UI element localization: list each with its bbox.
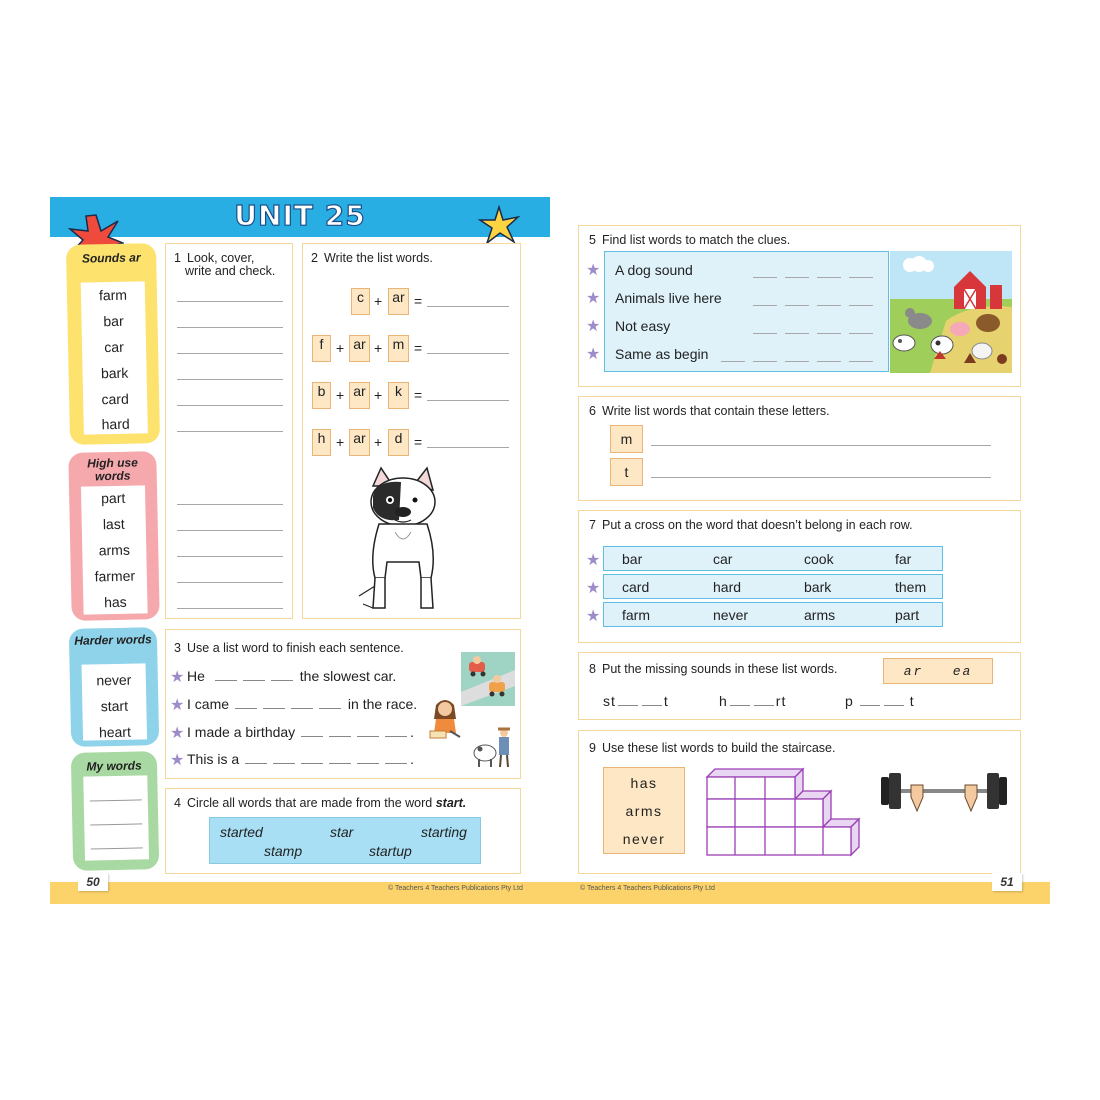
answer-blank[interactable] <box>235 708 257 709</box>
word-part: st <box>603 693 616 709</box>
plus-sign: + <box>336 340 345 356</box>
q9-instruction: Use these list words to build the staircase. <box>602 741 836 755</box>
answer-line[interactable] <box>427 353 509 354</box>
star-icon: ★ <box>170 695 185 714</box>
answer-line[interactable] <box>177 582 283 583</box>
answer-blank[interactable] <box>301 736 323 737</box>
answer-blank[interactable] <box>849 277 873 278</box>
my-words-panel <box>71 751 159 871</box>
row-word[interactable]: far <box>895 551 912 567</box>
row-word[interactable]: bar <box>622 551 643 567</box>
page-number: 50 <box>78 873 108 891</box>
farmer-cow-illustration <box>471 723 517 769</box>
row-word[interactable]: bark <box>804 579 832 595</box>
staircase-grid <box>705 767 863 859</box>
list-word: farmer <box>94 567 136 585</box>
sentence-text: . <box>410 751 415 767</box>
q5-instruction: Find list words to match the clues. <box>602 233 791 247</box>
letter-tile: m <box>388 335 409 362</box>
high-use-word-list <box>81 485 148 614</box>
q7-box <box>578 510 1021 643</box>
letter-tile: ar <box>349 335 370 362</box>
list-word: start <box>100 697 129 715</box>
q8-number: 8 <box>589 662 596 676</box>
q4-word[interactable]: stamp <box>264 843 303 859</box>
sentence-text: the slowest car. <box>299 668 397 684</box>
answer-line[interactable] <box>177 301 283 302</box>
answer-blank[interactable] <box>817 333 841 334</box>
answer-line[interactable] <box>90 799 142 801</box>
answer-blank[interactable] <box>385 763 407 764</box>
answer-line[interactable] <box>177 431 283 432</box>
word-part: t <box>663 693 669 709</box>
q2-instruction: Write the list words. <box>324 251 433 265</box>
row-word[interactable]: cook <box>804 551 834 567</box>
star-icon: ★ <box>586 288 601 307</box>
row-word[interactable]: farm <box>622 607 650 623</box>
letter-tile: c <box>351 288 370 315</box>
answer-blank[interactable] <box>753 277 777 278</box>
answer-line[interactable] <box>427 447 509 448</box>
answer-line[interactable] <box>177 530 283 531</box>
q1-instruction-line2: write and check. <box>185 264 276 278</box>
q4-box <box>165 788 521 874</box>
list-word: last <box>102 515 125 533</box>
answer-blank[interactable] <box>754 705 774 706</box>
answer-blank[interactable] <box>849 305 873 306</box>
q4-target-word: start. <box>435 796 467 810</box>
answer-blank[interactable] <box>849 361 873 362</box>
q6-instruction: Write list words that contain these letters. <box>602 404 830 418</box>
sentence-text: I made a birthday <box>187 724 296 740</box>
q3-sentence-1 <box>187 668 396 684</box>
row-word[interactable]: hard <box>713 579 742 595</box>
answer-blank[interactable] <box>329 736 351 737</box>
answer-blank[interactable] <box>215 680 237 681</box>
answer-line[interactable] <box>651 445 991 446</box>
q9-word-box <box>603 767 685 854</box>
letter-tile: k <box>388 382 409 409</box>
star-icon: ★ <box>170 723 185 742</box>
q1-number: 1 <box>174 251 181 265</box>
word-part: h <box>719 693 728 709</box>
q4-word-box <box>209 817 481 864</box>
harder-words-panel <box>69 627 159 747</box>
answer-blank[interactable] <box>263 708 285 709</box>
q9-number: 9 <box>589 741 596 755</box>
page-number: 51 <box>992 873 1022 891</box>
row-word[interactable]: them <box>895 579 927 595</box>
q8-word-2 <box>719 693 786 709</box>
sentence-text: in the race. <box>347 696 418 712</box>
sounds-text: ar ea <box>903 664 973 679</box>
answer-blank[interactable] <box>753 361 777 362</box>
q7-number: 7 <box>589 518 596 532</box>
row-word[interactable]: card <box>622 579 650 595</box>
answer-blank[interactable] <box>243 680 265 681</box>
answer-blank[interactable] <box>817 361 841 362</box>
answer-blank[interactable] <box>849 333 873 334</box>
letter-tile: d <box>388 429 409 456</box>
answer-blank[interactable] <box>357 736 379 737</box>
list-word: bark <box>100 364 129 382</box>
stair-word: arms <box>625 803 663 819</box>
sentence-text: I came <box>187 696 230 712</box>
list-word: bar <box>103 312 124 330</box>
q5-number: 5 <box>589 233 596 247</box>
answer-blank[interactable] <box>817 277 841 278</box>
q7-instruction: Put a cross on the word that doesn’t belong in each row. <box>602 518 913 532</box>
sentence-text: . <box>410 724 415 740</box>
answer-blank[interactable] <box>301 763 323 764</box>
q7-row <box>603 546 943 571</box>
answer-line[interactable] <box>91 847 143 849</box>
answer-blank[interactable] <box>291 708 313 709</box>
word-part: t <box>909 693 915 709</box>
list-word: hard <box>101 415 130 433</box>
stair-word: never <box>622 831 666 847</box>
girl-cake-illustration <box>428 695 462 739</box>
answer-blank[interactable] <box>785 333 809 334</box>
q7-row <box>603 574 943 599</box>
answer-line[interactable] <box>177 327 283 328</box>
equals-sign: = <box>414 434 423 450</box>
answer-blank[interactable] <box>721 361 745 362</box>
unit-title: UNIT 25 <box>234 199 366 232</box>
q8-word-3 <box>845 693 915 709</box>
answer-line[interactable] <box>90 823 142 825</box>
answer-blank[interactable] <box>618 705 638 706</box>
plus-sign: + <box>374 340 383 356</box>
q8-instruction: Put the missing sounds in these list words. <box>602 662 838 676</box>
list-word: has <box>103 593 127 611</box>
q4-number: 4 <box>174 796 181 810</box>
answer-blank[interactable] <box>817 305 841 306</box>
answer-line[interactable] <box>177 353 283 354</box>
high-use-words-panel <box>68 451 159 621</box>
q3-instruction: Use a list word to finish each sentence. <box>187 641 404 655</box>
q7-row <box>603 602 943 627</box>
answer-line[interactable] <box>177 379 283 380</box>
q3-sentence-3 <box>187 724 414 740</box>
answer-blank[interactable] <box>860 705 880 706</box>
q4-instruction <box>187 796 466 810</box>
stair-word: has <box>630 775 658 791</box>
q5-box <box>578 225 1021 387</box>
answer-blank[interactable] <box>385 736 407 737</box>
copyright-text: © Teachers 4 Teachers Publications Pty Ltd <box>388 885 523 892</box>
row-word[interactable]: arms <box>804 607 836 623</box>
q8-box <box>578 652 1021 720</box>
equals-sign: = <box>414 340 423 356</box>
answer-blank[interactable] <box>642 705 662 706</box>
answer-line[interactable] <box>177 608 283 609</box>
q4-instruction-text: Circle all words that are made from the word <box>187 796 433 810</box>
answer-blank[interactable] <box>319 708 341 709</box>
equals-sign: = <box>414 293 423 309</box>
harder-panel-title: Harder words <box>74 632 152 648</box>
q3-sentence-2 <box>187 696 417 712</box>
answer-blank[interactable] <box>271 680 293 681</box>
answer-blank[interactable] <box>785 277 809 278</box>
sentence-text: He <box>187 668 205 684</box>
clue-text: Same as begin <box>615 346 709 362</box>
list-word: never <box>96 671 132 689</box>
letter-tile: ar <box>388 288 409 315</box>
answer-line[interactable] <box>427 400 509 401</box>
answer-blank[interactable] <box>730 705 750 706</box>
q3-number: 3 <box>174 641 181 655</box>
copyright-text: © Teachers 4 Teachers Publications Pty Ltd <box>580 885 715 892</box>
answer-blank[interactable] <box>785 361 809 362</box>
word-part: rt <box>775 693 787 709</box>
plus-sign: + <box>336 387 345 403</box>
answer-blank[interactable] <box>753 333 777 334</box>
answer-line[interactable] <box>427 306 509 307</box>
letter-tile: f <box>312 335 331 362</box>
race-illustration <box>461 652 515 706</box>
sounds-box <box>883 658 993 684</box>
answer-blank[interactable] <box>785 305 809 306</box>
q9-box <box>578 730 1021 874</box>
yellow-star-icon <box>478 205 520 245</box>
plus-sign: + <box>374 387 383 403</box>
high-use-panel-title: High use words <box>86 455 138 484</box>
answer-line[interactable] <box>177 504 283 505</box>
q4-word[interactable]: starting <box>421 824 467 840</box>
my-words-panel-title: My words <box>86 758 142 774</box>
letter-tile: h <box>312 429 331 456</box>
star-icon: ★ <box>586 606 601 625</box>
sounds-ar-panel <box>66 243 160 445</box>
answer-blank[interactable] <box>357 763 379 764</box>
sentence-text: This is a <box>187 751 240 767</box>
q4-word[interactable]: startup <box>369 843 412 859</box>
answer-line[interactable] <box>177 556 283 557</box>
plus-sign: + <box>374 434 383 450</box>
q8-word-1 <box>603 693 669 709</box>
answer-line[interactable] <box>177 405 283 406</box>
plus-sign: + <box>374 293 383 309</box>
list-word: farm <box>98 286 128 304</box>
q6-box <box>578 396 1021 501</box>
q2-box <box>302 243 521 619</box>
q4-word[interactable]: star <box>330 824 354 840</box>
star-icon: ★ <box>170 667 185 686</box>
answer-blank[interactable] <box>273 763 295 764</box>
clue-text: A dog sound <box>615 262 693 278</box>
row-word[interactable]: part <box>895 607 920 623</box>
plus-sign: + <box>336 434 345 450</box>
q3-box <box>165 629 521 779</box>
letter-tile: ar <box>349 382 370 409</box>
answer-blank[interactable] <box>329 763 351 764</box>
harder-word-list <box>82 663 148 740</box>
clue-text: Animals live here <box>615 290 722 306</box>
star-icon: ★ <box>586 344 601 363</box>
answer-line[interactable] <box>651 477 991 478</box>
answer-blank[interactable] <box>245 763 267 764</box>
my-words-list <box>83 775 149 860</box>
list-word: part <box>100 489 126 507</box>
q1-box <box>165 243 293 619</box>
sounds-word-list <box>81 281 148 434</box>
sounds-panel-title: Sounds ar <box>81 250 141 266</box>
farm-illustration <box>890 251 1012 373</box>
star-icon: ★ <box>586 316 601 335</box>
star-icon: ★ <box>586 578 601 597</box>
q5-clue-table <box>604 251 889 372</box>
answer-blank[interactable] <box>884 705 904 706</box>
clue-text: Not easy <box>615 318 671 334</box>
bulldog-illustration <box>355 466 451 614</box>
row-word[interactable]: never <box>713 607 749 623</box>
row-word[interactable]: car <box>713 551 733 567</box>
letter-tile: ar <box>349 429 370 456</box>
letter-tile: b <box>312 382 331 409</box>
barbell-illustration <box>879 767 1009 815</box>
star-icon: ★ <box>170 750 185 769</box>
list-word: heart <box>98 723 132 741</box>
q6-number: 6 <box>589 404 596 418</box>
q3-sentence-4 <box>187 751 414 767</box>
list-word: arms <box>98 541 131 559</box>
letter-tile: m <box>610 425 643 453</box>
star-icon: ★ <box>586 260 601 279</box>
equals-sign: = <box>414 387 423 403</box>
list-word: car <box>104 338 124 356</box>
answer-blank[interactable] <box>753 305 777 306</box>
letter-tile: t <box>610 458 643 486</box>
star-icon: ★ <box>586 550 601 569</box>
q4-word[interactable]: started <box>220 824 263 840</box>
list-word: card <box>101 390 129 408</box>
q1-instruction-line1: Look, cover, <box>187 251 255 265</box>
q2-number: 2 <box>311 251 318 265</box>
word-part: p <box>845 693 854 709</box>
